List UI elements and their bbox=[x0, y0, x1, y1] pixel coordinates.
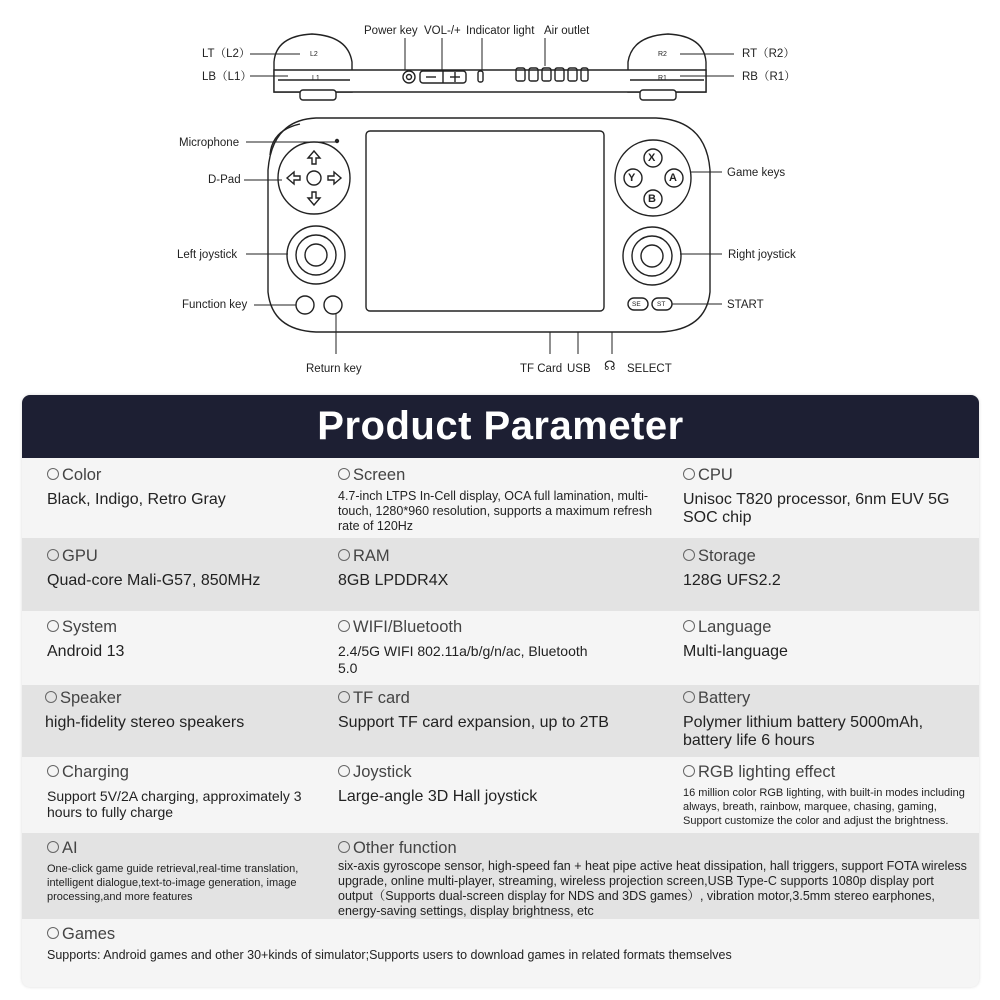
spec-value: Large-angle 3D Hall joystick bbox=[338, 788, 538, 805]
spec-value: high-fidelity stereo speakers bbox=[45, 714, 245, 731]
spec-cell-games bbox=[47, 924, 947, 963]
se-mark: SE bbox=[632, 301, 641, 308]
spec-label: Battery bbox=[698, 689, 751, 707]
spec-cell-gpu bbox=[47, 546, 337, 590]
spec-label: Screen bbox=[353, 466, 406, 484]
circle-icon bbox=[47, 841, 59, 853]
circle-icon bbox=[338, 841, 350, 853]
circle-icon bbox=[683, 691, 695, 703]
label-air-outlet: Air outlet bbox=[544, 25, 590, 37]
spec-cell-ram bbox=[338, 546, 673, 590]
circle-icon bbox=[338, 691, 350, 703]
label-vol: VOL-/+ bbox=[424, 25, 461, 37]
r2-mark: R2 bbox=[658, 51, 667, 58]
spec-value: 8GB LPDDR4X bbox=[338, 572, 449, 589]
spec-value: Unisoc T820 processor, 6nm EUV 5G SOC chip bbox=[683, 491, 950, 526]
label-return-key: Return key bbox=[306, 363, 362, 375]
spec-row bbox=[22, 833, 979, 919]
y-key-mark: Y bbox=[628, 172, 636, 184]
r1-mark: R1 bbox=[658, 75, 667, 82]
circle-icon bbox=[47, 765, 59, 777]
device-diagram bbox=[0, 0, 1000, 385]
spec-label: System bbox=[62, 618, 118, 636]
spec-cell-rgb bbox=[683, 762, 973, 828]
label-tf-card: TF Card bbox=[520, 363, 563, 375]
label-select: SELECT bbox=[627, 363, 672, 375]
spec-cell-speaker bbox=[45, 688, 335, 732]
spec-cell-ai bbox=[47, 838, 332, 904]
spec-value: six-axis gyroscope sensor, high-speed fan + heat pipe active heat dissipation, hall triggers, support FOTA wireless upgrade, online multi-player, streaming, wireless projection screen,USB Type-C supports 1080p display port output（Supports dual-screen display for NDS and 3DS games）, vibration motor,3.5mm stereo earphones, energy-saving settings, display brightness, etc bbox=[338, 859, 967, 918]
label-power-key: Power key bbox=[364, 25, 418, 37]
l1-mark: L1 bbox=[312, 75, 320, 82]
circle-icon bbox=[338, 468, 350, 480]
label-right-joystick: Right joystick bbox=[728, 249, 796, 261]
label-game-keys: Game keys bbox=[727, 167, 786, 179]
spec-cell-cpu bbox=[683, 465, 963, 527]
label-indicator: Indicator light bbox=[466, 25, 535, 37]
label-start: START bbox=[727, 299, 764, 311]
label-left-joystick: Left joystick bbox=[177, 249, 238, 261]
spec-value: Android 13 bbox=[47, 643, 125, 660]
headphone-icon: ☊ bbox=[604, 358, 616, 373]
circle-icon bbox=[683, 549, 695, 561]
spec-label: RAM bbox=[353, 547, 390, 565]
spec-cell-wifi bbox=[338, 617, 588, 677]
spec-label: Games bbox=[62, 925, 116, 943]
spec-label: Speaker bbox=[60, 689, 122, 707]
spec-value: 16 million color RGB lighting, with built-in modes including always, breath, rainbow, marquee, chasing, gaming, Support customize the color and adjust the brightness. bbox=[683, 787, 965, 827]
spec-label: GPU bbox=[62, 547, 98, 565]
circle-icon bbox=[683, 620, 695, 632]
label-microphone: Microphone bbox=[179, 137, 240, 149]
circle-icon bbox=[338, 549, 350, 561]
spec-cell-other-function bbox=[338, 838, 968, 919]
spec-row bbox=[22, 757, 979, 833]
spec-value: Polymer lithium battery 5000mAh, battery life 6 hours bbox=[683, 714, 924, 749]
circle-icon bbox=[47, 620, 59, 632]
top-view bbox=[274, 34, 706, 100]
product-parameter-table bbox=[22, 395, 979, 987]
spec-label: Charging bbox=[62, 763, 129, 781]
spec-row bbox=[22, 538, 979, 611]
l2-mark: L2 bbox=[310, 51, 318, 58]
circle-icon bbox=[45, 691, 57, 703]
circle-icon bbox=[683, 468, 695, 480]
st-mark: ST bbox=[657, 301, 666, 308]
spec-cell-system bbox=[47, 617, 337, 661]
spec-value: Support 5V/2A charging, approximately 3 hours to fully charge bbox=[47, 788, 302, 820]
spec-label: Language bbox=[698, 618, 772, 636]
spec-row bbox=[22, 458, 979, 538]
b-key-mark: B bbox=[648, 193, 656, 205]
circle-icon bbox=[47, 549, 59, 561]
spec-cell-storage bbox=[683, 546, 963, 590]
spec-value: Support TF card expansion, up to 2TB bbox=[338, 714, 609, 731]
a-key-mark: A bbox=[669, 172, 677, 184]
spec-label: CPU bbox=[698, 466, 733, 484]
spec-cell-tf-card bbox=[338, 688, 673, 732]
spec-cell-charging bbox=[47, 762, 337, 820]
spec-row bbox=[22, 919, 979, 987]
spec-row bbox=[22, 611, 979, 685]
spec-value: Quad-core Mali-G57, 850MHz bbox=[47, 572, 261, 589]
label-lt: LT（L2） bbox=[202, 48, 251, 60]
spec-label: AI bbox=[62, 839, 78, 857]
label-lb: LB（L1） bbox=[202, 71, 252, 83]
spec-cell-battery bbox=[683, 688, 968, 750]
spec-value: One-click game guide retrieval,real-time translation, intelligent dialogue,text-to-image generation, image processing,and more features bbox=[47, 863, 299, 903]
label-rt: RT（R2） bbox=[742, 48, 795, 60]
spec-value: Supports: Android games and other 30+kinds of simulator;Supports users to download games in related formats themselves bbox=[47, 948, 732, 962]
spec-value: 128G UFS2.2 bbox=[683, 572, 781, 589]
label-rb: RB（R1） bbox=[742, 71, 796, 83]
spec-label: RGB lighting effect bbox=[698, 763, 836, 781]
x-key-mark: X bbox=[648, 152, 656, 164]
spec-label: Color bbox=[62, 466, 102, 484]
circle-icon bbox=[338, 765, 350, 777]
circle-icon bbox=[47, 927, 59, 939]
spec-label: Other function bbox=[353, 839, 457, 857]
circle-icon bbox=[47, 468, 59, 480]
circle-icon bbox=[683, 765, 695, 777]
spec-value: Multi-language bbox=[683, 643, 788, 660]
label-dpad: D-Pad bbox=[208, 174, 241, 186]
spec-value: 2.4/5G WIFI 802.11a/b/g/n/ac, Bluetooth 5.0 bbox=[338, 643, 588, 676]
device-drawing bbox=[0, 0, 1000, 385]
spec-cell-joystick bbox=[338, 762, 673, 806]
label-usb: USB bbox=[567, 363, 591, 375]
spec-cell-color bbox=[47, 465, 337, 509]
label-function-key: Function key bbox=[182, 299, 248, 311]
spec-label: WIFI/Bluetooth bbox=[353, 618, 463, 636]
spec-label: Storage bbox=[698, 547, 756, 565]
spec-label: Joystick bbox=[353, 763, 412, 781]
spec-value: 4.7-inch LTPS In-Cell display, OCA full lamination, multi-touch, 1280*960 resolution, supports a maximum refresh rate of 120Hz bbox=[338, 489, 653, 533]
spec-title: Product Parameter bbox=[22, 395, 979, 458]
spec-value: Black, Indigo, Retro Gray bbox=[47, 491, 226, 508]
spec-label: TF card bbox=[353, 689, 410, 707]
circle-icon bbox=[338, 620, 350, 632]
spec-row bbox=[22, 685, 979, 757]
front-view bbox=[268, 118, 710, 354]
spec-cell-screen bbox=[338, 465, 673, 534]
spec-cell-language bbox=[683, 617, 963, 661]
